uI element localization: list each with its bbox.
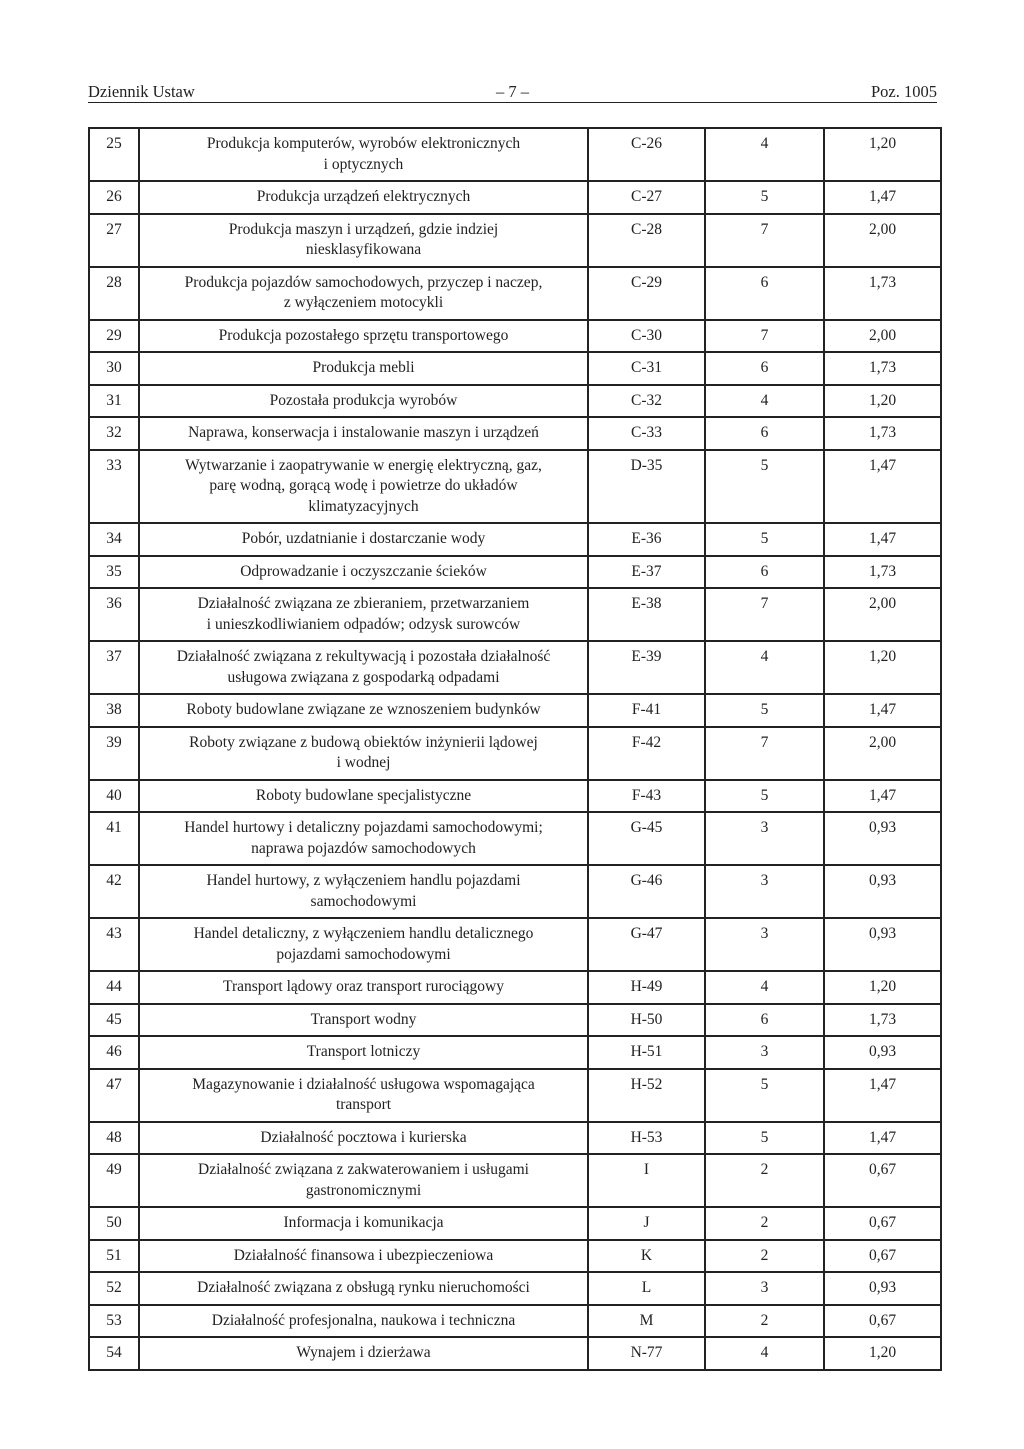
rate-cell: 0,93 <box>824 1272 941 1305</box>
row-number-cell: 46 <box>89 1036 139 1069</box>
rate-cell: 0,93 <box>824 865 941 918</box>
rate-cell: 0,67 <box>824 1154 941 1207</box>
row-number-cell: 53 <box>89 1305 139 1338</box>
pkd-code-cell: H-52 <box>588 1069 705 1122</box>
row-number-cell: 51 <box>89 1240 139 1273</box>
pkd-code-cell: F-41 <box>588 694 705 727</box>
pkd-code-cell: G-47 <box>588 918 705 971</box>
pkd-code-cell: C-30 <box>588 320 705 353</box>
risk-group-cell: 3 <box>705 918 824 971</box>
row-number-cell: 26 <box>89 181 139 214</box>
pkd-code-cell: H-53 <box>588 1122 705 1155</box>
row-number-cell: 45 <box>89 1004 139 1037</box>
risk-group-cell: 4 <box>705 385 824 418</box>
risk-group-cell: 6 <box>705 352 824 385</box>
activity-name-cell: Roboty budowlane specjalistyczne <box>139 780 588 813</box>
rate-cell: 0,93 <box>824 812 941 865</box>
activity-name-cell: Działalność związana ze zbieraniem, przetwarzaniem i unieszkodliwianiem odpadów; odzysk surowców <box>139 588 588 641</box>
row-number-cell: 27 <box>89 214 139 267</box>
pkd-code-cell: E-37 <box>588 556 705 589</box>
rate-cell: 1,47 <box>824 1122 941 1155</box>
rate-cell: 1,20 <box>824 641 941 694</box>
row-number-cell: 43 <box>89 918 139 971</box>
risk-group-cell: 4 <box>705 128 824 181</box>
row-number-cell: 32 <box>89 417 139 450</box>
rate-cell: 1,20 <box>824 1337 941 1370</box>
activity-name-cell: Działalność związana z rekultywacją i pozostała działalność usługowa związana z gospodarką odpadami <box>139 641 588 694</box>
activity-name-cell: Handel hurtowy, z wyłączeniem handlu pojazdami samochodowymi <box>139 865 588 918</box>
pkd-code-cell: M <box>588 1305 705 1338</box>
rate-cell: 1,73 <box>824 417 941 450</box>
rate-cell: 2,00 <box>824 320 941 353</box>
pkd-code-cell: C-29 <box>588 267 705 320</box>
row-number-cell: 40 <box>89 780 139 813</box>
table-body <box>89 128 941 1370</box>
row-number-cell: 41 <box>89 812 139 865</box>
row-number-cell: 54 <box>89 1337 139 1370</box>
risk-group-cell: 6 <box>705 267 824 320</box>
table-row <box>89 1036 941 1069</box>
rate-cell: 1,20 <box>824 385 941 418</box>
table-row <box>89 865 941 918</box>
risk-group-cell: 2 <box>705 1240 824 1273</box>
rate-cell: 1,73 <box>824 556 941 589</box>
row-number-cell: 44 <box>89 971 139 1004</box>
table-row <box>89 181 941 214</box>
rate-cell: 0,67 <box>824 1240 941 1273</box>
risk-group-cell: 6 <box>705 417 824 450</box>
page-number: – 7 – <box>496 82 529 101</box>
pkd-code-cell: K <box>588 1240 705 1273</box>
journal-title: Dziennik Ustaw <box>88 82 195 101</box>
risk-group-cell: 7 <box>705 588 824 641</box>
table-row <box>89 352 941 385</box>
risk-group-cell: 7 <box>705 214 824 267</box>
activity-name-cell: Pobór, uzdatnianie i dostarczanie wody <box>139 523 588 556</box>
rate-cell: 0,93 <box>824 1036 941 1069</box>
row-number-cell: 29 <box>89 320 139 353</box>
pkd-code-cell: N-77 <box>588 1337 705 1370</box>
pkd-code-cell: D-35 <box>588 450 705 524</box>
table-row <box>89 1122 941 1155</box>
row-number-cell: 47 <box>89 1069 139 1122</box>
table-row <box>89 918 941 971</box>
rate-cell: 0,93 <box>824 918 941 971</box>
table-row <box>89 1305 941 1338</box>
risk-group-cell: 5 <box>705 1069 824 1122</box>
rate-cell: 2,00 <box>824 727 941 780</box>
row-number-cell: 38 <box>89 694 139 727</box>
activity-name-cell: Wytwarzanie i zaopatrywanie w energię elektryczną, gaz, parę wodną, gorącą wodę i powietrze do układów klimatyzacyjnych <box>139 450 588 524</box>
activity-name-cell: Wynajem i dzierżawa <box>139 1337 588 1370</box>
table-row <box>89 1272 941 1305</box>
row-number-cell: 31 <box>89 385 139 418</box>
activity-name-cell: Produkcja pozostałego sprzętu transportowego <box>139 320 588 353</box>
row-number-cell: 42 <box>89 865 139 918</box>
row-number-cell: 50 <box>89 1207 139 1240</box>
pkd-code-cell: H-49 <box>588 971 705 1004</box>
table-row <box>89 971 941 1004</box>
table-row <box>89 214 941 267</box>
table-row <box>89 1207 941 1240</box>
position-number: Poz. 1005 <box>871 82 937 101</box>
activity-name-cell: Transport wodny <box>139 1004 588 1037</box>
row-number-cell: 25 <box>89 128 139 181</box>
rate-cell: 1,47 <box>824 181 941 214</box>
risk-group-cell: 5 <box>705 780 824 813</box>
table-row <box>89 523 941 556</box>
risk-group-cell: 3 <box>705 1036 824 1069</box>
pkd-code-cell: F-43 <box>588 780 705 813</box>
rate-cell: 1,73 <box>824 352 941 385</box>
table-row <box>89 1337 941 1370</box>
table-row <box>89 128 941 181</box>
risk-group-cell: 3 <box>705 1272 824 1305</box>
pkd-code-cell: H-50 <box>588 1004 705 1037</box>
risk-group-cell: 4 <box>705 971 824 1004</box>
activity-name-cell: Produkcja komputerów, wyrobów elektronicznych i optycznych <box>139 128 588 181</box>
risk-group-cell: 6 <box>705 1004 824 1037</box>
activity-name-cell: Pozostała produkcja wyrobów <box>139 385 588 418</box>
rate-cell: 1,47 <box>824 523 941 556</box>
table-row <box>89 320 941 353</box>
rate-cell: 1,20 <box>824 128 941 181</box>
row-number-cell: 37 <box>89 641 139 694</box>
table-row <box>89 417 941 450</box>
row-number-cell: 39 <box>89 727 139 780</box>
rate-cell: 0,67 <box>824 1207 941 1240</box>
activity-name-cell: Informacja i komunikacja <box>139 1207 588 1240</box>
rate-cell: 1,47 <box>824 780 941 813</box>
activity-name-cell: Działalność finansowa i ubezpieczeniowa <box>139 1240 588 1273</box>
row-number-cell: 30 <box>89 352 139 385</box>
rate-cell: 1,47 <box>824 450 941 524</box>
pkd-code-cell: I <box>588 1154 705 1207</box>
table-row <box>89 641 941 694</box>
rate-cell: 1,20 <box>824 971 941 1004</box>
risk-group-cell: 5 <box>705 694 824 727</box>
activity-name-cell: Odprowadzanie i oczyszczanie ścieków <box>139 556 588 589</box>
row-number-cell: 52 <box>89 1272 139 1305</box>
activity-name-cell: Handel hurtowy i detaliczny pojazdami samochodowymi; naprawa pojazdów samochodowych <box>139 812 588 865</box>
activity-name-cell: Działalność pocztowa i kurierska <box>139 1122 588 1155</box>
risk-group-cell: 2 <box>705 1207 824 1240</box>
rate-cell: 1,47 <box>824 694 941 727</box>
activity-name-cell: Działalność związana z obsługą rynku nieruchomości <box>139 1272 588 1305</box>
risk-group-cell: 3 <box>705 865 824 918</box>
risk-group-cell: 4 <box>705 1337 824 1370</box>
table-row <box>89 1240 941 1273</box>
rate-cell: 0,67 <box>824 1305 941 1338</box>
pkd-code-cell: C-28 <box>588 214 705 267</box>
table-row <box>89 1154 941 1207</box>
table-row <box>89 385 941 418</box>
pkd-code-cell: C-31 <box>588 352 705 385</box>
activity-name-cell: Transport lądowy oraz transport rurociągowy <box>139 971 588 1004</box>
activity-name-cell: Produkcja pojazdów samochodowych, przyczep i naczep, z wyłączeniem motocykli <box>139 267 588 320</box>
activity-name-cell: Naprawa, konserwacja i instalowanie maszyn i urządzeń <box>139 417 588 450</box>
pkd-code-cell: G-46 <box>588 865 705 918</box>
row-number-cell: 36 <box>89 588 139 641</box>
table-row <box>89 1069 941 1122</box>
rate-cell: 1,73 <box>824 267 941 320</box>
pkd-code-cell: F-42 <box>588 727 705 780</box>
pkd-code-cell: G-45 <box>588 812 705 865</box>
rate-cell: 1,73 <box>824 1004 941 1037</box>
risk-group-cell: 5 <box>705 450 824 524</box>
risk-group-cell: 4 <box>705 641 824 694</box>
pkd-code-cell: L <box>588 1272 705 1305</box>
pkd-code-cell: C-27 <box>588 181 705 214</box>
activity-name-cell: Transport lotniczy <box>139 1036 588 1069</box>
table-row <box>89 450 941 524</box>
activity-name-cell: Działalność profesjonalna, naukowa i techniczna <box>139 1305 588 1338</box>
risk-group-cell: 5 <box>705 1122 824 1155</box>
activity-name-cell: Produkcja maszyn i urządzeń, gdzie indziej niesklasyfikowana <box>139 214 588 267</box>
activity-name-cell: Działalność związana z zakwaterowaniem i usługami gastronomicznymi <box>139 1154 588 1207</box>
activity-name-cell: Magazynowanie i działalność usługowa wspomagająca transport <box>139 1069 588 1122</box>
rate-cell: 1,47 <box>824 1069 941 1122</box>
pkd-code-cell: C-26 <box>588 128 705 181</box>
page-header <box>88 82 937 103</box>
pkd-code-cell: J <box>588 1207 705 1240</box>
table-row <box>89 812 941 865</box>
row-number-cell: 28 <box>89 267 139 320</box>
table-row <box>89 588 941 641</box>
pkd-code-cell: E-38 <box>588 588 705 641</box>
table-row <box>89 556 941 589</box>
row-number-cell: 35 <box>89 556 139 589</box>
risk-group-cell: 7 <box>705 320 824 353</box>
activity-name-cell: Roboty budowlane związane ze wznoszeniem budynków <box>139 694 588 727</box>
activity-rates-table <box>88 127 942 1371</box>
pkd-code-cell: C-32 <box>588 385 705 418</box>
pkd-code-cell: C-33 <box>588 417 705 450</box>
risk-group-cell: 2 <box>705 1305 824 1338</box>
activity-name-cell: Produkcja urządzeń elektrycznych <box>139 181 588 214</box>
risk-group-cell: 5 <box>705 181 824 214</box>
row-number-cell: 48 <box>89 1122 139 1155</box>
pkd-code-cell: E-36 <box>588 523 705 556</box>
risk-group-cell: 7 <box>705 727 824 780</box>
table-row <box>89 780 941 813</box>
row-number-cell: 34 <box>89 523 139 556</box>
table-row <box>89 694 941 727</box>
row-number-cell: 33 <box>89 450 139 524</box>
rate-cell: 2,00 <box>824 214 941 267</box>
row-number-cell: 49 <box>89 1154 139 1207</box>
activity-name-cell: Produkcja mebli <box>139 352 588 385</box>
rate-cell: 2,00 <box>824 588 941 641</box>
table-row <box>89 267 941 320</box>
table-row <box>89 727 941 780</box>
activity-name-cell: Roboty związane z budową obiektów inżynierii lądowej i wodnej <box>139 727 588 780</box>
risk-group-cell: 3 <box>705 812 824 865</box>
risk-group-cell: 6 <box>705 556 824 589</box>
risk-group-cell: 2 <box>705 1154 824 1207</box>
pkd-code-cell: H-51 <box>588 1036 705 1069</box>
table-row <box>89 1004 941 1037</box>
pkd-code-cell: E-39 <box>588 641 705 694</box>
activity-name-cell: Handel detaliczny, z wyłączeniem handlu detalicznego pojazdami samochodowymi <box>139 918 588 971</box>
risk-group-cell: 5 <box>705 523 824 556</box>
